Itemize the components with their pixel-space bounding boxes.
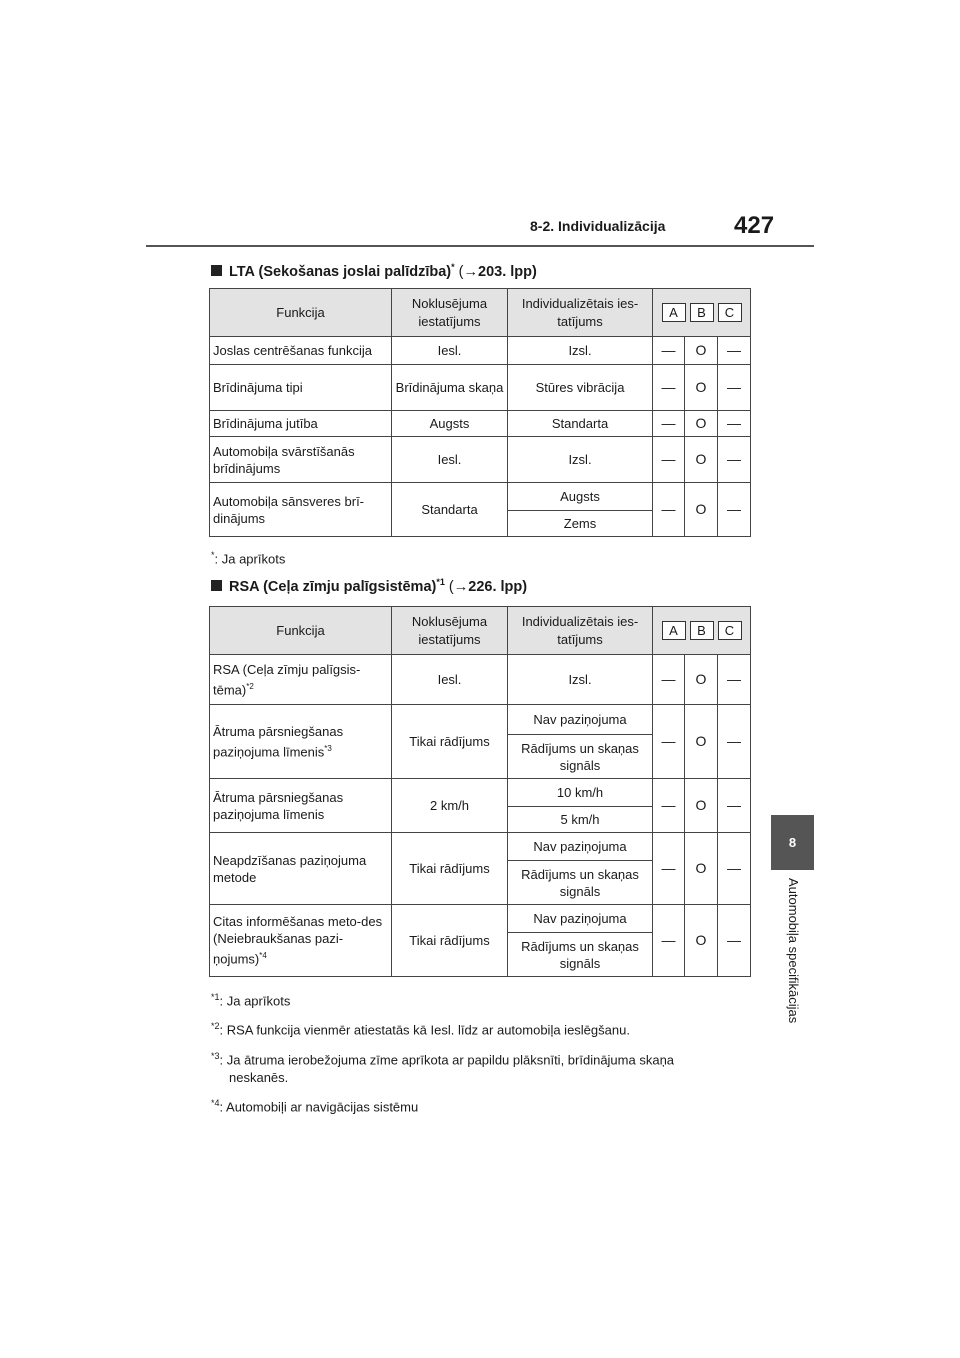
lta-heading [211, 262, 537, 280]
lta-table [209, 288, 751, 537]
table-row [210, 337, 751, 365]
cell-c: — [718, 483, 751, 537]
footnote-text: : Ja aprīkots [219, 993, 291, 1009]
function-text: RSA (Ceļa zīmju palīgsis-tēma) [213, 661, 361, 698]
col-header-abc [653, 607, 751, 655]
cell-a: — [653, 705, 685, 779]
cell-custom: Stūres vibrācija [508, 365, 653, 411]
cell-custom: 5 km/h [508, 807, 653, 833]
cell-default: Tikai rādījums [392, 833, 508, 905]
cell-function: Neapdzīšanas paziņojuma metode [210, 833, 392, 905]
col-header-function: Funkcija [210, 607, 392, 655]
footnote-continuation: neskanēs. [229, 1069, 289, 1085]
footnote-text: : Ja aprīkots [214, 551, 286, 567]
table-row [210, 483, 751, 511]
cell-c: — [718, 365, 751, 411]
cell-function: Automobiļa svārstīšanās brīdinājums [210, 437, 392, 483]
cell-a: — [653, 905, 685, 977]
table-row [210, 905, 751, 933]
cell-a: — [653, 337, 685, 365]
cell-a: — [653, 437, 685, 483]
setting-b-label: B [690, 621, 714, 640]
page-number: 427 [734, 212, 775, 239]
cell-c: — [718, 411, 751, 437]
section-title: 8-2. Individualizācija [530, 218, 666, 234]
cell-b: O [685, 365, 718, 411]
cell-c: — [718, 833, 751, 905]
footnote [211, 988, 674, 1010]
ref-paren: ( [448, 578, 454, 595]
footnote-mark: * [211, 550, 215, 560]
cell-function: Automobiļa sānsveres brī-dinājums [210, 483, 392, 537]
cell-a: — [653, 411, 685, 437]
col-header-abc [653, 289, 751, 337]
footnote [211, 1017, 674, 1039]
cell-default: Augsts [392, 411, 508, 437]
cell-default: Tikai rādījums [392, 905, 508, 977]
cell-default: Iesl. [392, 337, 508, 365]
cell-function [210, 905, 392, 977]
cell-c: — [718, 705, 751, 779]
function-text: Ātruma pārsniegšanas paziņojuma līmenis [213, 723, 344, 760]
footnote-text: : RSA funkcija vienmēr atiestatās kā Iesl. līdz ar automobiļa ieslēgšanu. [219, 1022, 630, 1038]
footnote [211, 1047, 674, 1087]
bullet-square-icon [211, 580, 222, 591]
table-row [210, 411, 751, 437]
cell-function: Brīdinājuma jutība [210, 411, 392, 437]
cell-a: — [653, 779, 685, 833]
table-row [210, 437, 751, 483]
cell-c: — [718, 779, 751, 833]
rsa-page-ref: 226. lpp) [468, 578, 528, 595]
lta-page-ref: 203. lpp) [478, 263, 537, 280]
chapter-tab: 8 [771, 815, 814, 870]
setting-a-label: A [662, 303, 686, 322]
cell-function [210, 655, 392, 705]
cell-custom: Nav paziņojuma [508, 905, 653, 933]
cell-a: — [653, 365, 685, 411]
table-row [210, 833, 751, 861]
function-sup: *4 [259, 951, 267, 961]
cell-function: Ātruma pārsniegšanas paziņojuma līmenis [210, 779, 392, 833]
cell-default: 2 km/h [392, 779, 508, 833]
col-header-default: Noklusējuma iestatījums [392, 289, 508, 337]
table-row [210, 365, 751, 411]
cell-function: Brīdinājuma tipi [210, 365, 392, 411]
setting-c-label: C [718, 303, 742, 322]
cell-custom: Standarta [508, 411, 653, 437]
footnote [211, 1094, 674, 1116]
cell-a: — [653, 483, 685, 537]
col-header-default: Noklusējuma iestatījums [392, 607, 508, 655]
arrow-right-icon: → [453, 578, 469, 595]
cell-b: O [685, 337, 718, 365]
cell-c: — [718, 337, 751, 365]
cell-c: — [718, 905, 751, 977]
arrow-right-icon: → [463, 263, 479, 280]
ref-paren: ( [458, 263, 464, 280]
cell-b: O [685, 705, 718, 779]
cell-custom: Zems [508, 511, 653, 537]
cell-default: Iesl. [392, 437, 508, 483]
col-header-custom: Individualizētais ies-tatījums [508, 289, 653, 337]
cell-custom: Izsl. [508, 337, 653, 365]
rsa-table [209, 606, 751, 977]
cell-custom: Rādījums un skaņas signāls [508, 933, 653, 977]
footnote-text: : Ja ātruma ierobežojuma zīme aprīkota ar papildu plāksnīti, brīdinājuma skaņa [219, 1051, 675, 1067]
lta-title: LTA (Sekošanas joslai palīdzība) [229, 263, 452, 280]
function-sup: *2 [246, 681, 254, 691]
cell-custom: Augsts [508, 483, 653, 511]
footnote-mark: *2 [211, 1021, 220, 1032]
rsa-footnotes [211, 988, 674, 1116]
cell-b: O [685, 905, 718, 977]
footnote-mark: *4 [211, 1097, 220, 1108]
footnote-mark: *3 [211, 1050, 220, 1061]
cell-custom: Rādījums un skaņas signāls [508, 735, 653, 779]
rsa-title: RSA (Ceļa zīmju palīgsistēma) [229, 578, 437, 595]
setting-b-label: B [690, 303, 714, 322]
table-row [210, 779, 751, 807]
cell-function [210, 705, 392, 779]
rsa-heading [211, 577, 527, 595]
cell-c: — [718, 655, 751, 705]
footnote-mark: *1 [211, 992, 220, 1002]
function-sup: *3 [324, 743, 332, 753]
setting-c-label: C [718, 621, 742, 640]
cell-b: O [685, 483, 718, 537]
cell-c: — [718, 437, 751, 483]
cell-b: O [685, 411, 718, 437]
table-row [210, 655, 751, 705]
function-text: Citas informēšanas meto-des (Neiebraukšanas pazi-ņojums) [213, 914, 383, 967]
table-row [210, 705, 751, 735]
cell-a: — [653, 655, 685, 705]
cell-default: Tikai rādījums [392, 705, 508, 779]
cell-custom: Rādījums un skaņas signāls [508, 861, 653, 905]
cell-b: O [685, 779, 718, 833]
cell-default: Iesl. [392, 655, 508, 705]
cell-b: O [685, 655, 718, 705]
rsa-title-sup: *1 [436, 577, 445, 587]
cell-b: O [685, 833, 718, 905]
bullet-square-icon [211, 265, 222, 276]
cell-custom: Izsl. [508, 655, 653, 705]
cell-a: — [653, 833, 685, 905]
cell-custom: Izsl. [508, 437, 653, 483]
cell-custom: Nav paziņojuma [508, 705, 653, 735]
lta-title-sup: * [451, 262, 455, 272]
cell-default: Standarta [392, 483, 508, 537]
header-rule [146, 245, 814, 247]
lta-footnote [211, 546, 285, 568]
col-header-function: Funkcija [210, 289, 392, 337]
footnote-text: : Automobiļi ar navigācijas sistēmu [219, 1099, 419, 1115]
cell-default: Brīdinājuma skaņa [392, 365, 508, 411]
cell-function: Joslas centrēšanas funkcija [210, 337, 392, 365]
cell-custom: Nav paziņojuma [508, 833, 653, 861]
setting-a-label: A [662, 621, 686, 640]
cell-b: O [685, 437, 718, 483]
chapter-title: Automobiļa specifikācijas [786, 878, 801, 1024]
cell-custom: 10 km/h [508, 779, 653, 807]
col-header-custom: Individualizētais ies-tatījums [508, 607, 653, 655]
